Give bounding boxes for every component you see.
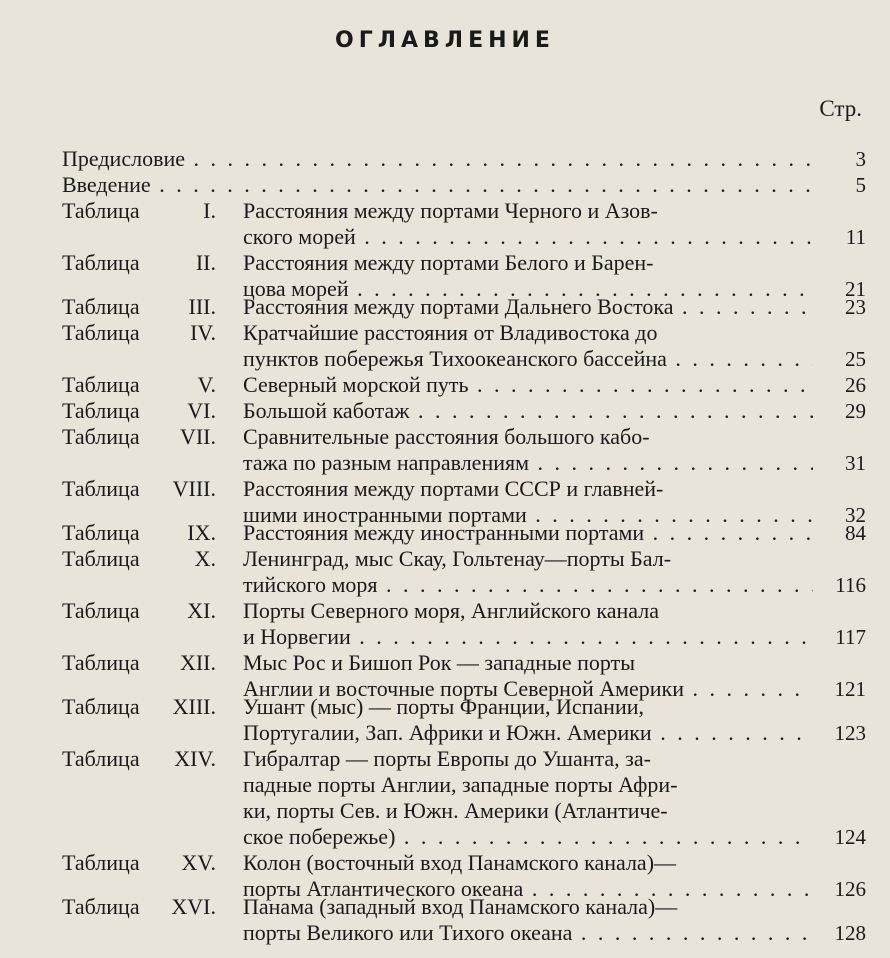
- toc-entry-line: [0, 320, 890, 346]
- toc-entry-line: [0, 346, 890, 372]
- table-number: XVI.: [171, 894, 216, 919]
- table-label: Таблица: [62, 598, 140, 623]
- toc-entry-line: [0, 824, 890, 850]
- toc-entry-title: пунктов побережья Тихоокеанского бассейна . . .: [243, 346, 813, 372]
- toc-entry-title: ское побережье) . . .: [243, 824, 813, 850]
- toc-entry-title: Сравнительные расстояния большого кабо-: [243, 424, 650, 449]
- toc-entry-title: Предисловие . . .: [62, 146, 822, 172]
- toc-entry-line: [0, 598, 890, 624]
- toc-entry-line: [0, 450, 890, 476]
- toc-page-number: 11: [845, 225, 866, 249]
- table-number: V.: [197, 372, 216, 397]
- table-number: IV.: [190, 320, 216, 345]
- toc-entry-title: шими иностранными портами . . .: [243, 502, 813, 528]
- table-label: Таблица: [62, 520, 140, 545]
- toc-entry: [0, 546, 890, 598]
- toc-entry-title: Расстояния между портами СССР и главней-: [243, 476, 664, 501]
- table-number: VI.: [187, 398, 216, 423]
- toc-page-number: 32: [845, 503, 866, 527]
- toc-page-number: 25: [845, 347, 866, 371]
- toc-entry-line: [0, 372, 890, 398]
- toc-entry-line: [0, 424, 890, 450]
- toc-entry-title: цова морей . . .: [243, 276, 813, 302]
- toc-entry-line: [0, 694, 890, 720]
- toc-entry-title: ского морей . . .: [243, 224, 813, 250]
- toc-page-number: 117: [835, 625, 866, 649]
- toc-entry: [0, 372, 890, 398]
- toc-page-number: 29: [845, 399, 866, 423]
- table-number: XIV.: [174, 746, 216, 771]
- toc-entry-title: Панама (западный вход Панамского канала)—: [243, 894, 678, 919]
- table-label: Таблица: [62, 894, 140, 919]
- toc-entry-title: порты Великого или Тихого океана . . .: [243, 920, 813, 946]
- table-label: Таблица: [62, 650, 140, 675]
- toc-page-number: 31: [845, 451, 866, 475]
- table-number: IX.: [187, 520, 216, 545]
- toc-entry-line: [0, 572, 890, 598]
- table-label: Таблица: [62, 372, 140, 397]
- toc-entry-title: падные порты Англии, западные порты Афри-: [243, 772, 678, 797]
- toc-entry-line: [0, 798, 890, 824]
- toc-entry-line: [0, 894, 890, 920]
- table-number: II.: [195, 250, 216, 275]
- toc-entry: [0, 894, 890, 946]
- toc-entry-line: [0, 198, 890, 224]
- table-label: Таблица: [62, 398, 140, 423]
- toc-entry-line: [0, 146, 890, 172]
- toc-entry-title: Мыс Рос и Бишоп Рок — западные порты: [243, 650, 635, 675]
- toc-entry: [0, 320, 890, 372]
- toc-entry-title: Введение . . .: [62, 172, 822, 198]
- toc-entry-line: [0, 746, 890, 772]
- page-title: ОГЛАВЛЕНИЕ: [335, 28, 555, 53]
- toc-entry: [0, 424, 890, 476]
- table-label: Таблица: [62, 198, 140, 223]
- toc-entry-line: [0, 520, 890, 546]
- toc-entry-line: [0, 920, 890, 946]
- toc-entry-title: Расстояния между иностранными портами . . .: [243, 520, 813, 546]
- toc-entry-title: Расстояния между портами Черного и Азов-: [243, 198, 658, 223]
- toc-entry-line: [0, 250, 890, 276]
- toc-entry-line: [0, 294, 890, 320]
- toc-entry: [0, 172, 890, 198]
- toc-page-number: 23: [845, 295, 866, 319]
- toc-entry-title: Расстояния между портами Белого и Барен-: [243, 250, 654, 275]
- table-number: XIII.: [172, 694, 216, 719]
- toc-entry: [0, 520, 890, 546]
- toc-entry-line: [0, 720, 890, 746]
- toc-entry-title: порты Атлантического океана . . .: [243, 876, 813, 902]
- table-number: I.: [203, 198, 216, 223]
- toc-page-number: 84: [845, 521, 866, 545]
- table-label: Таблица: [62, 424, 140, 449]
- toc-page-number: 3: [855, 147, 866, 171]
- toc-entry: [0, 146, 890, 172]
- table-number: XV.: [181, 850, 216, 875]
- table-number: X.: [194, 546, 216, 571]
- toc-page-number: 121: [834, 677, 866, 701]
- toc-entry-title: тийского моря . . .: [243, 572, 813, 598]
- toc-entry-line: [0, 398, 890, 424]
- toc-entry-line: [0, 546, 890, 572]
- table-label: Таблица: [62, 746, 140, 771]
- toc-entry: [0, 746, 890, 850]
- toc-entry-title: Ушант (мыс) — порты Франции, Испании,: [243, 694, 644, 719]
- table-label: Таблица: [62, 476, 140, 501]
- toc-entry-title: Большой каботаж . . .: [243, 398, 813, 424]
- toc-page-number: 26: [845, 373, 866, 397]
- table-label: Таблица: [62, 850, 140, 875]
- toc-entry: [0, 598, 890, 650]
- toc-page-number: 123: [834, 721, 866, 745]
- table-label: Таблица: [62, 320, 140, 345]
- table-number: VIII.: [172, 476, 216, 501]
- toc-entry-line: [0, 624, 890, 650]
- page-column-label: Стр.: [819, 96, 862, 121]
- toc-entry-line: [0, 650, 890, 676]
- toc-entry-title: Порты Северного моря, Английского канала: [243, 598, 660, 623]
- toc-entry-line: [0, 224, 890, 250]
- table-number: VII.: [179, 424, 216, 449]
- toc-page-number: 5: [855, 173, 866, 197]
- table-label: Таблица: [62, 250, 140, 275]
- toc-entry-line: [0, 476, 890, 502]
- toc-entry: [0, 294, 890, 320]
- table-label: Таблица: [62, 546, 140, 571]
- table-label: Таблица: [62, 294, 140, 319]
- toc-entry-title: Кратчайшие расстояния от Владивостока до: [243, 320, 658, 345]
- toc-entry-line: [0, 772, 890, 798]
- toc-entry-title: Португалии, Зап. Африки и Южн. Америки . . .: [243, 720, 813, 746]
- toc-page-number: 124: [834, 825, 866, 849]
- table-number: XII.: [179, 650, 216, 675]
- toc-entry-title: Колон (восточный вход Панамского канала)—: [243, 850, 677, 875]
- toc-entry-line: [0, 172, 890, 198]
- toc-entry-title: и Норвегии . . .: [243, 624, 813, 650]
- table-label: Таблица: [62, 694, 140, 719]
- toc-entry: [0, 198, 890, 250]
- toc-entry-title: тажа по разным направлениям . . .: [243, 450, 813, 476]
- toc-entry-title: Ленинград, мыс Скау, Гольтенау—порты Бал-: [243, 546, 672, 571]
- toc-entry-line: [0, 850, 890, 876]
- toc-entry-title: Северный морской путь . . .: [243, 372, 813, 398]
- toc-page-number: 128: [834, 921, 866, 945]
- toc-entry-title: Англии и восточные порты Северной Америки . . .: [243, 676, 813, 702]
- toc-page-number: 116: [835, 573, 866, 597]
- toc-entry-title: Расстояния между портами Дальнего Востока . . .: [243, 294, 813, 320]
- toc-entry-title: Гибралтар — порты Европы до Ушанта, за-: [243, 746, 651, 771]
- toc-entry-title: ки, порты Сев. и Южн. Америки (Атлантиче-: [243, 798, 668, 823]
- table-number: III.: [188, 294, 216, 319]
- toc-page-number: 21: [845, 277, 866, 301]
- table-number: XI.: [187, 598, 216, 623]
- toc-page-number: 126: [834, 877, 866, 901]
- toc-entry: [0, 694, 890, 746]
- toc-entry: [0, 398, 890, 424]
